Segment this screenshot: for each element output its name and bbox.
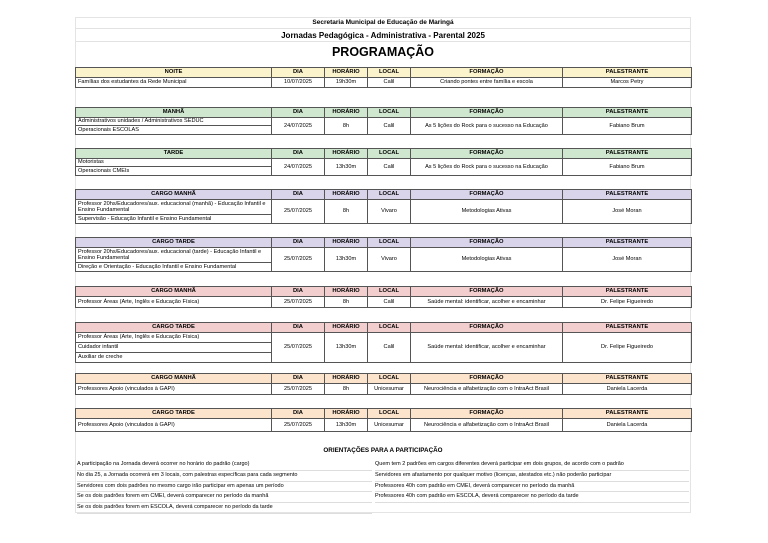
column-header-formacao: FORMAÇÃO bbox=[411, 238, 563, 248]
participant-cell: Professor Áreas (Arte, Inglês e Educação Física) bbox=[76, 333, 272, 343]
table-row bbox=[76, 248, 692, 263]
dia-cell: 24/07/2025 bbox=[272, 159, 325, 176]
formacao-cell: Criando pontes entre família e escola bbox=[411, 78, 563, 88]
orientations-left bbox=[77, 460, 372, 514]
orientations-title: ORIENTAÇÕES PARA A PARTICIPAÇÃO bbox=[323, 447, 443, 454]
column-header-horario: HORÁRIO bbox=[325, 374, 368, 384]
local-cell: Calil bbox=[368, 159, 411, 176]
column-header-formacao: FORMAÇÃO bbox=[411, 68, 563, 78]
block-header-row bbox=[76, 374, 692, 384]
dia-cell: 25/07/2025 bbox=[272, 333, 325, 363]
participant-cell: Motoristas bbox=[76, 159, 272, 167]
column-header-local: LOCAL bbox=[368, 409, 411, 419]
table-row bbox=[76, 419, 692, 432]
schedule-block bbox=[75, 67, 692, 88]
local-cell: Unicesumar bbox=[368, 419, 411, 432]
column-header-local: LOCAL bbox=[368, 190, 411, 200]
group-label: NOITE bbox=[76, 68, 272, 78]
group-label: CARGO MANHÃ bbox=[76, 374, 272, 384]
participant-cell: Professor Áreas (Arte, Inglês e Educação Física) bbox=[76, 297, 272, 308]
orientation-item-left: Se os dois padrões forem em CMEI, deverá comparecer no período da manhã bbox=[77, 492, 372, 503]
participant-cell: Direção e Orientação - Educação Infantil e Ensino Fundamental bbox=[76, 263, 272, 272]
horario-cell: 13h30m bbox=[325, 159, 368, 176]
column-header-formacao: FORMAÇÃO bbox=[411, 190, 563, 200]
column-header-horario: HORÁRIO bbox=[325, 68, 368, 78]
secretaria-title: Secretaria Municipal de Educação de Maringá bbox=[75, 17, 691, 29]
page-title: PROGRAMAÇÃO bbox=[331, 45, 435, 59]
schedule-block bbox=[75, 237, 692, 272]
block-header-row bbox=[76, 68, 692, 78]
group-label: CARGO TARDE bbox=[76, 238, 272, 248]
local-cell: Vivaro bbox=[368, 200, 411, 224]
local-cell: Unicesumar bbox=[368, 384, 411, 395]
column-header-horario: HORÁRIO bbox=[325, 238, 368, 248]
dia-cell: 25/07/2025 bbox=[272, 384, 325, 395]
column-header-horario: HORÁRIO bbox=[325, 323, 368, 333]
dia-cell: 25/07/2025 bbox=[272, 419, 325, 432]
column-header-local: LOCAL bbox=[368, 149, 411, 159]
column-header-dia: DIA bbox=[272, 68, 325, 78]
column-header-palestrante: PALESTRANTE bbox=[563, 108, 692, 118]
orientation-item-right: Servidores em afastamento por qualquer motivo (licenças, atestados etc.) não poderão participar bbox=[375, 471, 689, 482]
horario-cell: 8h bbox=[325, 384, 368, 395]
schedule-block bbox=[75, 373, 692, 395]
palestrante-cell: José Moran bbox=[563, 248, 692, 272]
horario-cell: 8h bbox=[325, 200, 368, 224]
block-header-row bbox=[76, 238, 692, 248]
horario-cell: 19h30m bbox=[325, 78, 368, 88]
formacao-cell: As 5 lições do Rock para o sucesso na Educação bbox=[411, 159, 563, 176]
schedule-block bbox=[75, 322, 692, 363]
column-header-dia: DIA bbox=[272, 323, 325, 333]
column-header-palestrante: PALESTRANTE bbox=[563, 374, 692, 384]
column-header-dia: DIA bbox=[272, 149, 325, 159]
column-header-formacao: FORMAÇÃO bbox=[411, 287, 563, 297]
formacao-cell: Saúde mental: identificar, acolher e encaminhar bbox=[411, 333, 563, 363]
column-header-dia: DIA bbox=[272, 287, 325, 297]
column-header-local: LOCAL bbox=[368, 374, 411, 384]
dia-cell: 24/07/2025 bbox=[272, 118, 325, 135]
column-header-local: LOCAL bbox=[368, 238, 411, 248]
local-cell: Calil bbox=[368, 333, 411, 363]
block-header-row bbox=[76, 149, 692, 159]
horario-cell: 8h bbox=[325, 297, 368, 308]
block-header-row bbox=[76, 323, 692, 333]
dia-cell: 25/07/2025 bbox=[272, 200, 325, 224]
column-header-dia: DIA bbox=[272, 374, 325, 384]
orientation-item-left: A participação na Jornada deverá ocorrer no horário do padrão (cargo) bbox=[77, 460, 372, 471]
palestrante-cell: Marcos Petry bbox=[563, 78, 692, 88]
palestrante-cell: Dr. Felipe Figueiredo bbox=[563, 297, 692, 308]
orientations-right bbox=[375, 460, 689, 503]
column-header-formacao: FORMAÇÃO bbox=[411, 108, 563, 118]
participant-cell: Auxiliar de creche bbox=[76, 353, 272, 363]
palestrante-cell: Fabiano Brum bbox=[563, 118, 692, 135]
local-cell: Vivaro bbox=[368, 248, 411, 272]
participant-cell: Famílias dos estudantes da Rede Municipal bbox=[76, 78, 272, 88]
participant-cell: Professor 20hs/Educadores/aux. educacional (manhã) - Educação Infantil e Ensino Fundamental bbox=[76, 200, 272, 215]
block-header-row bbox=[76, 287, 692, 297]
column-header-horario: HORÁRIO bbox=[325, 409, 368, 419]
column-header-formacao: FORMAÇÃO bbox=[411, 374, 563, 384]
participant-cell: Professores Apoio (vinculados à GAPI) bbox=[76, 419, 272, 432]
block-header-row bbox=[76, 409, 692, 419]
horario-cell: 13h30m bbox=[325, 333, 368, 363]
column-header-dia: DIA bbox=[272, 108, 325, 118]
orientation-item-right: Quem tem 2 padrões em cargos diferentes deverá participar em dois grupos, de acordo com o padrão bbox=[375, 460, 689, 471]
participant-cell: Professores Apoio (vinculados à GAPI) bbox=[76, 384, 272, 395]
group-label: MANHÃ bbox=[76, 108, 272, 118]
group-label: CARGO TARDE bbox=[76, 409, 272, 419]
column-header-local: LOCAL bbox=[368, 323, 411, 333]
formacao-cell: Metodologias Ativas bbox=[411, 248, 563, 272]
column-header-formacao: FORMAÇÃO bbox=[411, 323, 563, 333]
dia-cell: 25/07/2025 bbox=[272, 297, 325, 308]
orientation-item-left: Servidores com dois padrões no mesmo cargo irão participar em apenas um período bbox=[77, 482, 372, 493]
schedule-block bbox=[75, 107, 692, 135]
formacao-cell: As 5 lições do Rock para o sucesso na Educação bbox=[411, 118, 563, 135]
column-header-local: LOCAL bbox=[368, 287, 411, 297]
table-row bbox=[76, 118, 692, 126]
column-header-palestrante: PALESTRANTE bbox=[563, 68, 692, 78]
column-header-dia: DIA bbox=[272, 190, 325, 200]
column-header-local: LOCAL bbox=[368, 68, 411, 78]
schedule-block bbox=[75, 286, 692, 308]
participant-cell: Operacionais ESCOLAS bbox=[76, 126, 272, 135]
column-header-palestrante: PALESTRANTE bbox=[563, 409, 692, 419]
document-header bbox=[75, 17, 691, 62]
formacao-cell: Neurociência e alfabetização com o IntraAct Brasil bbox=[411, 419, 563, 432]
orientation-item-left: Se os dois padrões forem em ESCOLA, deverá comparecer no período da tarde bbox=[77, 503, 372, 514]
column-header-horario: HORÁRIO bbox=[325, 108, 368, 118]
table-row bbox=[76, 384, 692, 395]
group-label: CARGO MANHÃ bbox=[76, 190, 272, 200]
schedule-block bbox=[75, 189, 692, 224]
table-row bbox=[76, 78, 692, 88]
table-row bbox=[76, 297, 692, 308]
column-header-palestrante: PALESTRANTE bbox=[563, 149, 692, 159]
column-header-horario: HORÁRIO bbox=[325, 149, 368, 159]
participant-cell: Professor 20hs/Educadores/aux. educacional (tarde) - Educação Infantil e Ensino Fundamental bbox=[76, 248, 272, 263]
column-header-palestrante: PALESTRANTE bbox=[563, 323, 692, 333]
horario-cell: 13h30m bbox=[325, 419, 368, 432]
local-cell: Calil bbox=[368, 78, 411, 88]
column-header-formacao: FORMAÇÃO bbox=[411, 409, 563, 419]
palestrante-cell: Daniela Lacerda bbox=[563, 384, 692, 395]
horario-cell: 13h30m bbox=[325, 248, 368, 272]
palestrante-cell: Fabiano Brum bbox=[563, 159, 692, 176]
column-header-local: LOCAL bbox=[368, 108, 411, 118]
block-header-row bbox=[76, 190, 692, 200]
local-cell: Calil bbox=[368, 118, 411, 135]
formacao-cell: Saúde mental: identificar, acolher e encaminhar bbox=[411, 297, 563, 308]
participant-cell: Administrativos unidades / Administrativos SEDUC bbox=[76, 118, 272, 126]
column-header-horario: HORÁRIO bbox=[325, 287, 368, 297]
local-cell: Calil bbox=[368, 297, 411, 308]
column-header-palestrante: PALESTRANTE bbox=[563, 190, 692, 200]
column-header-palestrante: PALESTRANTE bbox=[563, 238, 692, 248]
schedule-block bbox=[75, 408, 692, 432]
column-header-formacao: FORMAÇÃO bbox=[411, 149, 563, 159]
column-header-horario: HORÁRIO bbox=[325, 190, 368, 200]
horario-cell: 8h bbox=[325, 118, 368, 135]
formacao-cell: Neurociência e alfabetização com o IntraAct Brasil bbox=[411, 384, 563, 395]
block-header-row bbox=[76, 108, 692, 118]
participant-cell: Cuidador infantil bbox=[76, 343, 272, 353]
formacao-cell: Metodologias Ativas bbox=[411, 200, 563, 224]
jornadas-title: Jornadas Pedagógica - Administrativa - Parental 2025 bbox=[75, 29, 691, 42]
table-row bbox=[76, 200, 692, 215]
group-label: CARGO MANHÃ bbox=[76, 287, 272, 297]
orientation-item-left: No dia 25, a Jornada ocorrerá em 3 locais, com palestras específicas para cada segmento bbox=[77, 471, 372, 482]
table-row bbox=[76, 333, 692, 343]
table-row bbox=[76, 159, 692, 167]
palestrante-cell: José Moran bbox=[563, 200, 692, 224]
orientation-item-right: Professores 40h com padrão em ESCOLA, deverá comparecer no período da tarde bbox=[375, 492, 689, 503]
participant-cell: Operacionais CMEIs bbox=[76, 167, 272, 176]
dia-cell: 25/07/2025 bbox=[272, 248, 325, 272]
group-label: TARDE bbox=[76, 149, 272, 159]
schedule-block bbox=[75, 148, 692, 176]
palestrante-cell: Dr. Felipe Figueiredo bbox=[563, 333, 692, 363]
group-label: CARGO TARDE bbox=[76, 323, 272, 333]
column-header-dia: DIA bbox=[272, 238, 325, 248]
participant-cell: Supervisão - Educação Infantil e Ensino Fundamental bbox=[76, 215, 272, 224]
dia-cell: 10/07/2025 bbox=[272, 78, 325, 88]
column-header-palestrante: PALESTRANTE bbox=[563, 287, 692, 297]
palestrante-cell: Daniela Lacerda bbox=[563, 419, 692, 432]
orientation-item-right: Professores 40h com padrão em CMEI, deverá comparecer no período da manhã bbox=[375, 482, 689, 493]
column-header-dia: DIA bbox=[272, 409, 325, 419]
